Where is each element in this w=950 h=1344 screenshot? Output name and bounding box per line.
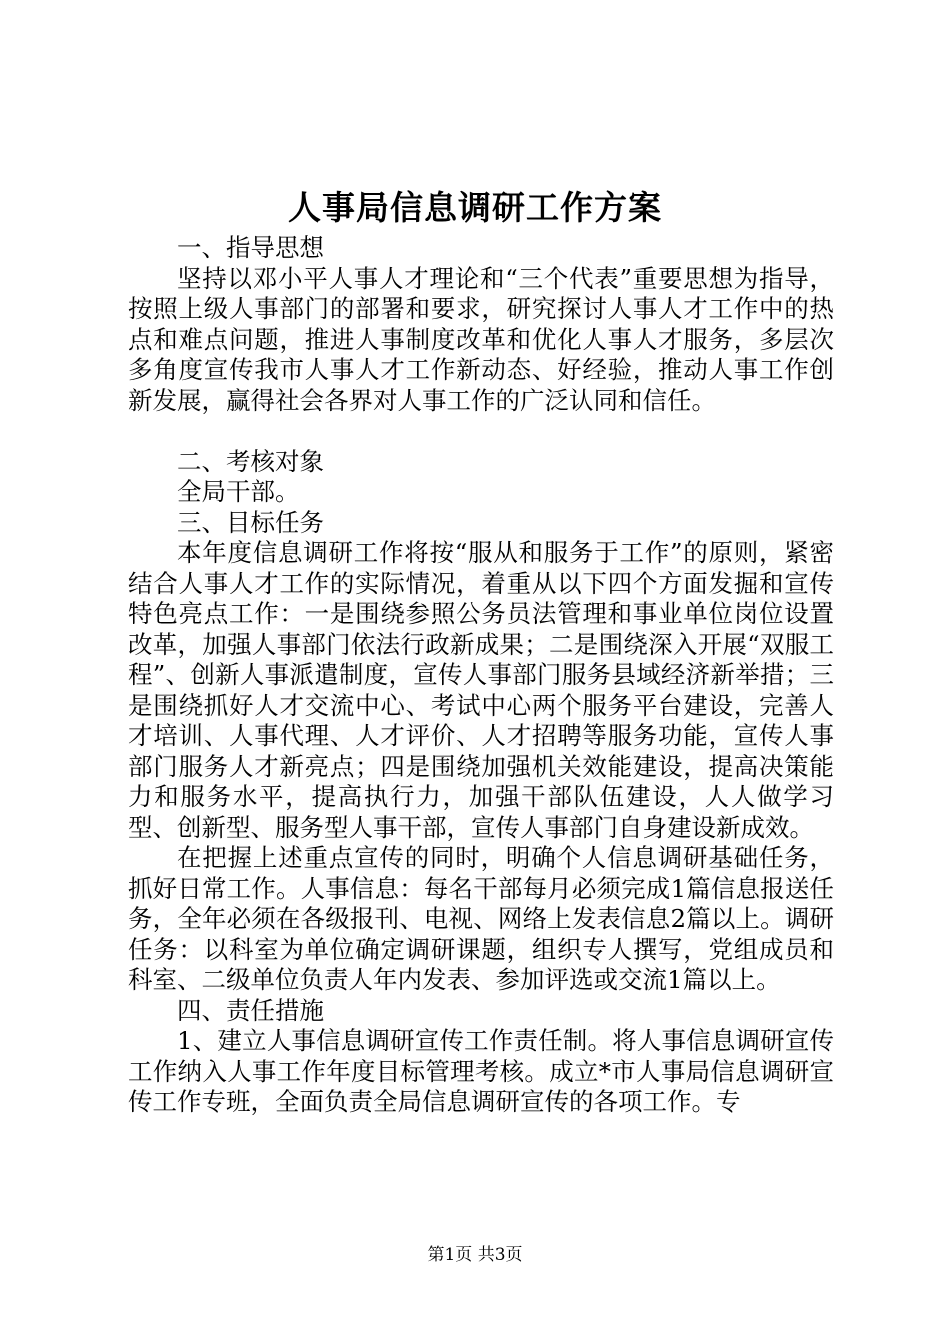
document-body (128, 233, 834, 1118)
paragraph-goals-tasks: 本年度信息调研工作将按“服从和服务于工作”的原则，紧密结合人事人才工作的实际情况，着重从以下四个方面发掘和宣传特色亮点工作：一是围绕参照公务员法管理和事业单位岗位设置改革，加强人事部门依法行政新成果；二是围绕深入开展“双服工程”、创新人事派遣制度，宣传人事部门服务县域经济新举措；三是围绕抓好人才交流中心、考试中心两个服务平台建设，完善人才培训、人事代理、人才评价、人才招聘等服务功能，宣传人事部门服务人才新亮点；四是围绕加强机关效能建设，提高决策能力和服务水平，提高执行力，加强干部队伍建设，人人做学习型、创新型、服务型人事干部，宣传人事部门自身建设新成效。 (128, 538, 834, 842)
paragraph-responsibility-system: 1、建立人事信息调研宣传工作责任制。将人事信息调研宣传工作纳入人事工作年度目标管理考核。成立*市人事局信息调研宣传工作专班，全面负责全局信息调研宣传的各项工作。专 (128, 1026, 834, 1116)
page-footer: 第1页 共3页 (427, 1245, 523, 1265)
section-heading-responsibility-measures: 四、责任措施 (177, 995, 324, 1025)
document-title: 人事局信息调研工作方案 (288, 188, 662, 227)
paragraph-basic-tasks: 在把握上述重点宣传的同时，明确个人信息调研基础任务，抓好日常工作。人事信息：每名干部每月必须完成1篇信息报送任务，全年必须在各级报刊、电视、网络上发表信息2篇以上。调研任务：以科室为单位确定调研课题，组织专人撰写，党组成员和科室、二级单位负责人年内发表、参加评选或交流1篇以上。 (128, 843, 834, 994)
section-heading-goals-tasks: 三、目标任务 (177, 507, 324, 537)
section-heading-assessment-targets: 二、考核对象 (177, 446, 324, 476)
paragraph-assessment-targets: 全局干部。 (177, 477, 300, 506)
paragraph-guiding-ideology: 坚持以邓小平人事人才理论和“三个代表”重要思想为指导，按照上级人事部门的部署和要求，研究探讨人事人才工作中的热点和难点问题，推进人事制度改革和优化人事人才服务，多层次多角度宣传我市人事人才工作新动态、好经验，推动人事工作创新发展，赢得社会各界对人事工作的广泛认同和信任。 (128, 263, 834, 415)
section-heading-guiding-ideology: 一、指导思想 (177, 233, 324, 262)
